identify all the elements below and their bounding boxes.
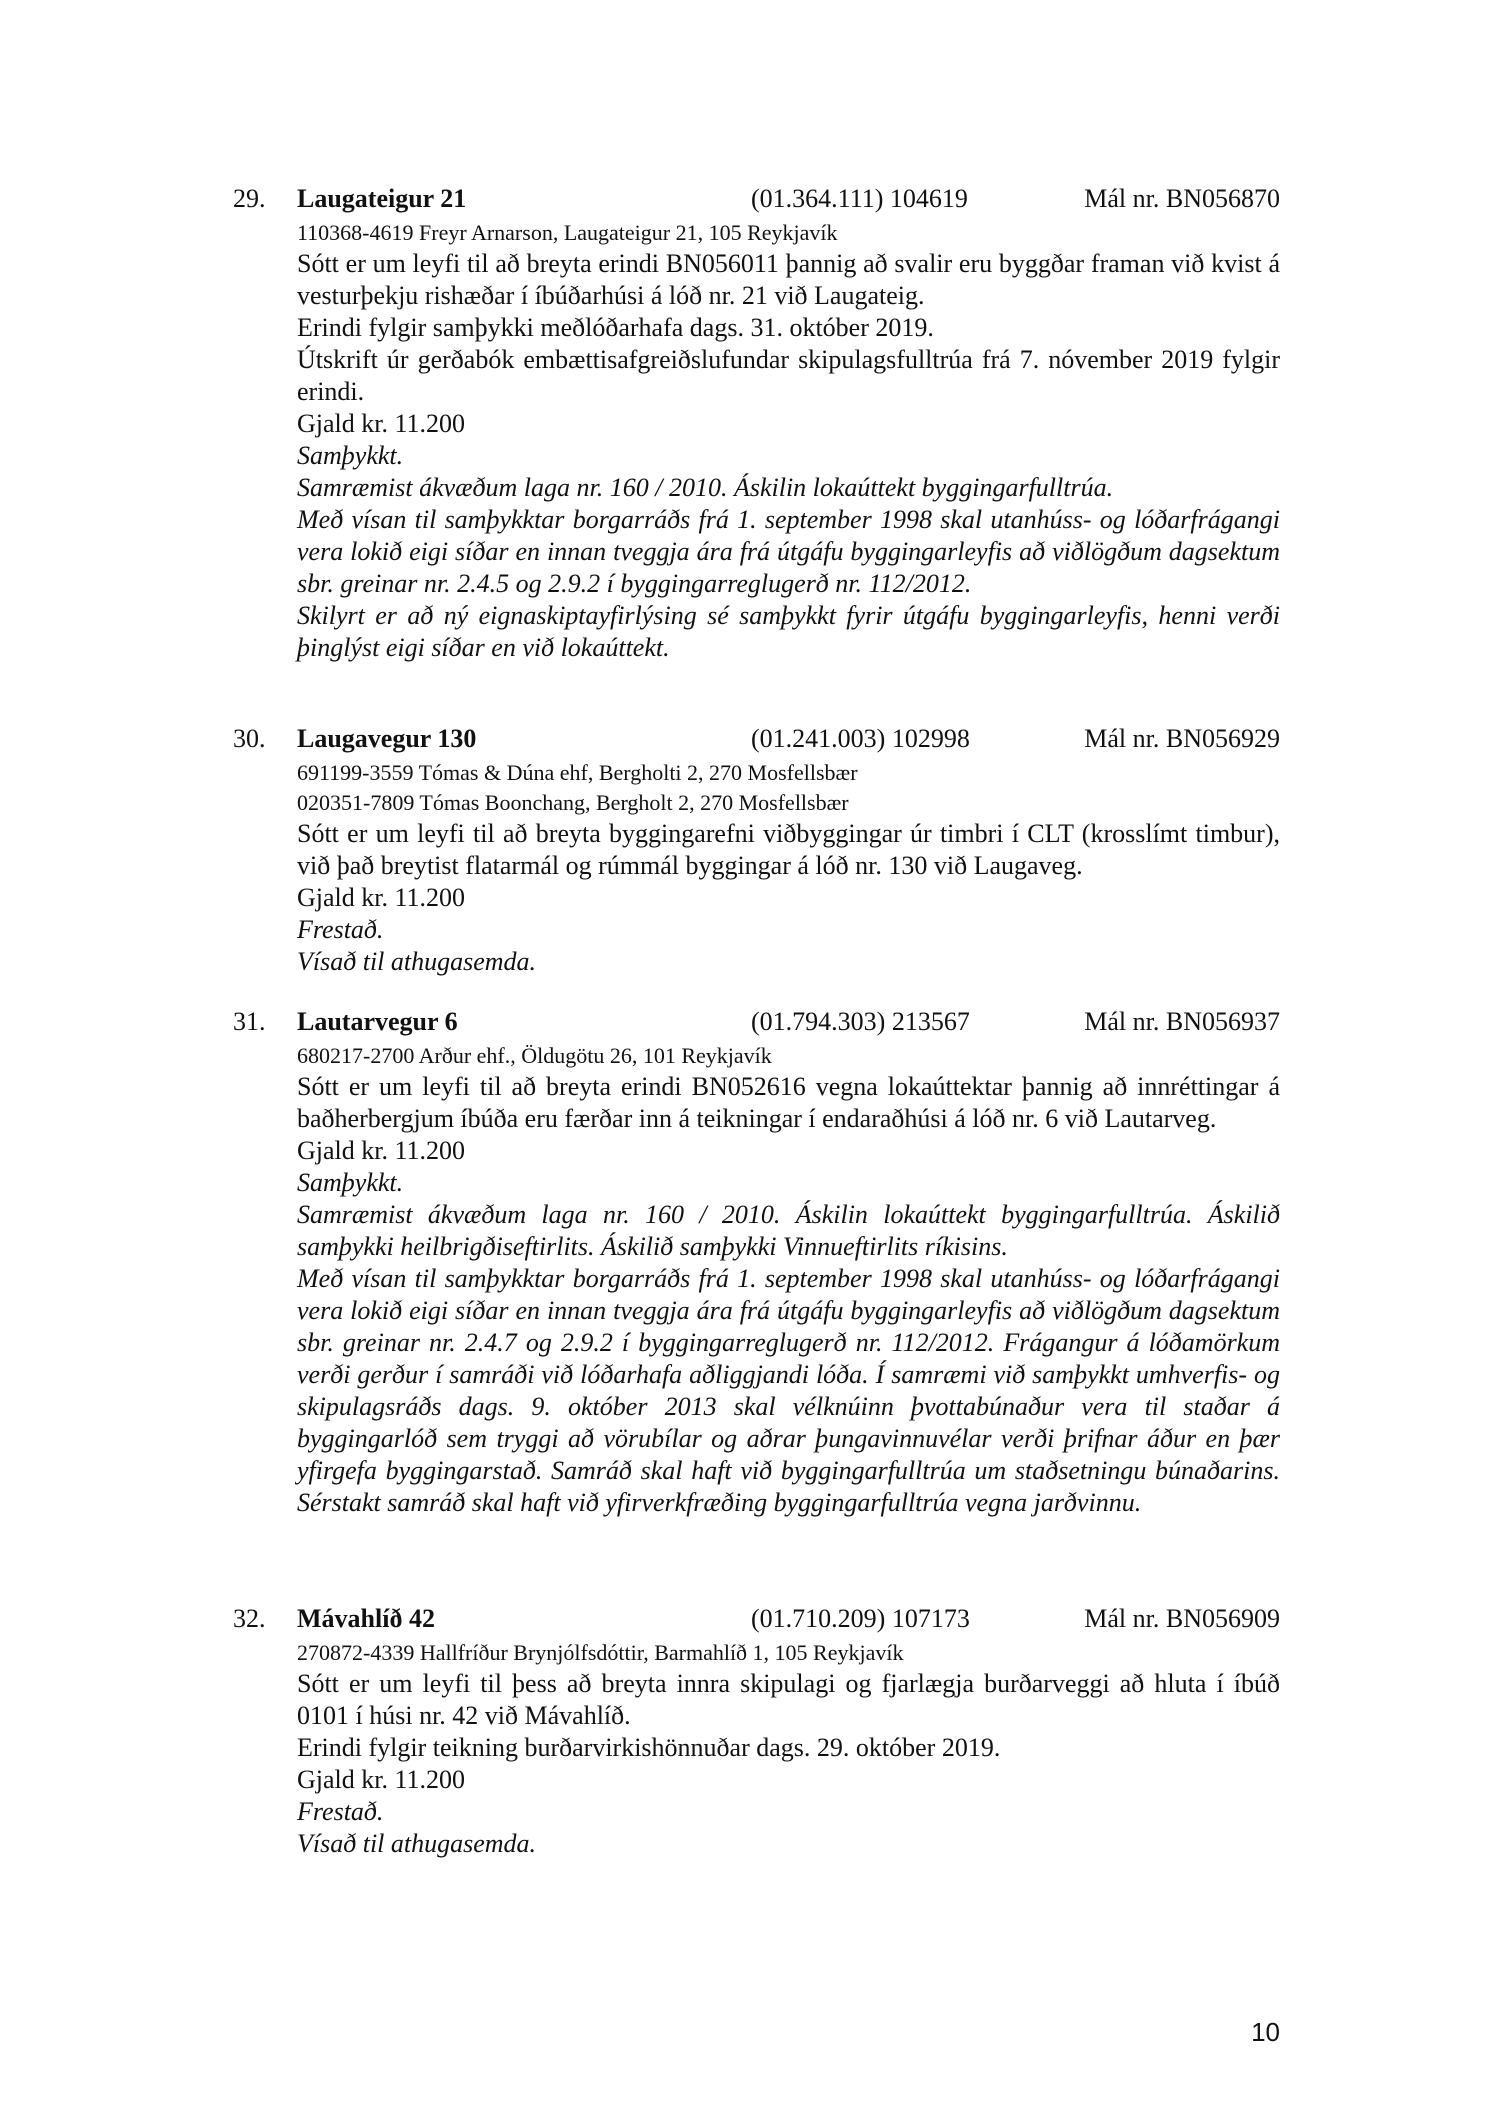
case-body [297,1041,1280,1519]
case-address: Lautarvegur 6 [297,1007,458,1036]
condition: Vísað til athugasemda. [297,947,537,976]
case-number: 29. [233,184,266,213]
case-reference: Mál nr. BN056929 [1084,724,1280,753]
decision: Frestað. [297,915,384,944]
case-body [297,1638,1280,1860]
fee: Gjald kr. 11.200 [297,883,466,912]
case-address: Laugateigur 21 [297,184,467,213]
case-30 [233,720,1280,978]
land-id: (01.794.303) 213567 [751,1007,970,1036]
fee: Gjald kr. 11.200 [297,1765,466,1794]
land-id: (01.364.111) 104619 [751,184,968,213]
condition: Skilyrt er að ný eignaskiptayfirlýsing sé samþykkt fyrir útgáfu byggingarleyfis, henni verði þinglýst eigi síðar en við lokaúttekt. [297,601,1280,662]
case-address: Mávahlíð 42 [297,1604,435,1633]
case-note: Útskrift úr gerðabók embættisafgreiðslufundar skipulagsfulltrúa frá 7. nóvember 2019 fylgir erindi. [297,345,1280,406]
case-body [297,218,1280,664]
case-32 [233,1600,1280,1860]
case-number: 31. [233,1007,266,1036]
applicant: 270872-4339 Hallfríður Brynjólfsdóttir, Barmahlíð 1, 105 Reykjavík [297,1640,904,1665]
case-description: Sótt er um leyfi til að breyta byggingarefni viðbyggingar úr timbri í CLT (krosslímt timbur), við það breytist flatarmál og rúmmál byggingar á lóð nr. 130 við Laugaveg. [297,819,1280,880]
condition: Með vísan til samþykktar borgarráðs frá 1. september 1998 skal utanhúss- og lóðarfrágangi vera lokið eigi síðar en innan tveggja ára frá útgáfu byggingarleyfis að viðlögðum dagsektum sbr. greinar nr. 2.4.7 og 2.9.2 í byggingarreglugerð nr. 112/2012. Frágangur á lóðamörkum verði gerður í samráði við lóðarhafa aðliggjandi lóða. Í samræmi við samþykkt umhverfis- og skipulagsráðs dags. 9. október 2013 skal vélknúinn þvottabúnaður vera til staðar á byggingarlóð sem tryggi að vörubílar og aðrar þungavinnuvélar verði þrifnar áður en þær yfirgefa byggingarstað. Samráð skal haft við byggingarfulltrúa um staðsetningu búnaðarins. Sérstakt samráð skal haft við yfirverkfræðing byggingarfulltrúa vegna jarðvinnu. [297,1264,1280,1517]
applicant: 020351-7809 Tómas Boonchang, Bergholt 2, 270 Mosfellsbær [297,790,849,815]
case-note: Erindi fylgir teikning burðarvirkishönnuðar dags. 29. október 2019. [297,1733,1001,1762]
page-number: 10 [1251,2017,1280,2047]
land-id: (01.710.209) 107173 [751,1604,970,1633]
case-number: 30. [233,724,266,753]
fee: Gjald kr. 11.200 [297,409,466,438]
case-29 [233,180,1280,664]
condition: Samræmist ákvæðum laga nr. 160 / 2010. Áskilin lokaúttekt byggingarfulltrúa. Áskilið samþykki heilbrigðiseftirlits. Áskilið samþykki Vinnueftirlits ríkisins. [297,1200,1280,1261]
fee: Gjald kr. 11.200 [297,1136,466,1165]
applicant: 691199-3559 Tómas & Dúna ehf, Bergholti 2, 270 Mosfellsbær [297,760,858,785]
case-description: Sótt er um leyfi til að breyta erindi BN056011 þannig að svalir eru byggðar framan við kvist á vesturþekju rishæðar í íbúðarhúsi á lóð nr. 21 við Laugateig. [297,249,1280,310]
case-header [233,180,1280,218]
case-description: Sótt er um leyfi til þess að breyta innra skipulagi og fjarlægja burðarveggi að hluta í íbúð 0101 í húsi nr. 42 við Mávahlíð. [297,1669,1280,1730]
case-body [297,758,1280,978]
condition: Samræmist ákvæðum laga nr. 160 / 2010. Áskilin lokaúttekt byggingarfulltrúa. [297,473,1114,502]
decision: Frestað. [297,1797,384,1826]
case-number: 32. [233,1604,266,1633]
land-id: (01.241.003) 102998 [751,724,970,753]
decision: Samþykkt. [297,441,404,470]
case-31 [233,1003,1280,1519]
case-description: Sótt er um leyfi til að breyta erindi BN052616 vegna lokaúttektar þannig að innréttingar á baðherbergjum íbúða eru færðar inn á teikningar í endaraðhúsi á lóð nr. 6 við Lautarveg. [297,1072,1280,1133]
decision: Samþykkt. [297,1168,404,1197]
applicant: 110368-4619 Freyr Arnarson, Laugateigur 21, 105 Reykjavík [297,220,838,245]
condition: Með vísan til samþykktar borgarráðs frá 1. september 1998 skal utanhúss- og lóðarfrágangi vera lokið eigi síðar en innan tveggja ára frá útgáfu byggingarleyfis að viðlögðum dagsektum sbr. greinar nr. 2.4.5 og 2.9.2 í byggingarreglugerð nr. 112/2012. [297,505,1280,598]
case-reference: Mál nr. BN056909 [1084,1604,1280,1633]
case-reference: Mál nr. BN056937 [1084,1007,1280,1036]
case-reference: Mál nr. BN056870 [1084,184,1280,213]
case-note: Erindi fylgir samþykki meðlóðarhafa dags. 31. október 2019. [297,313,934,342]
case-header [233,720,1280,758]
case-header [233,1600,1280,1638]
applicant: 680217-2700 Arður ehf., Öldugötu 26, 101 Reykjavík [297,1043,772,1068]
case-address: Laugavegur 130 [297,724,477,753]
case-header [233,1003,1280,1041]
condition: Vísað til athugasemda. [297,1829,537,1858]
